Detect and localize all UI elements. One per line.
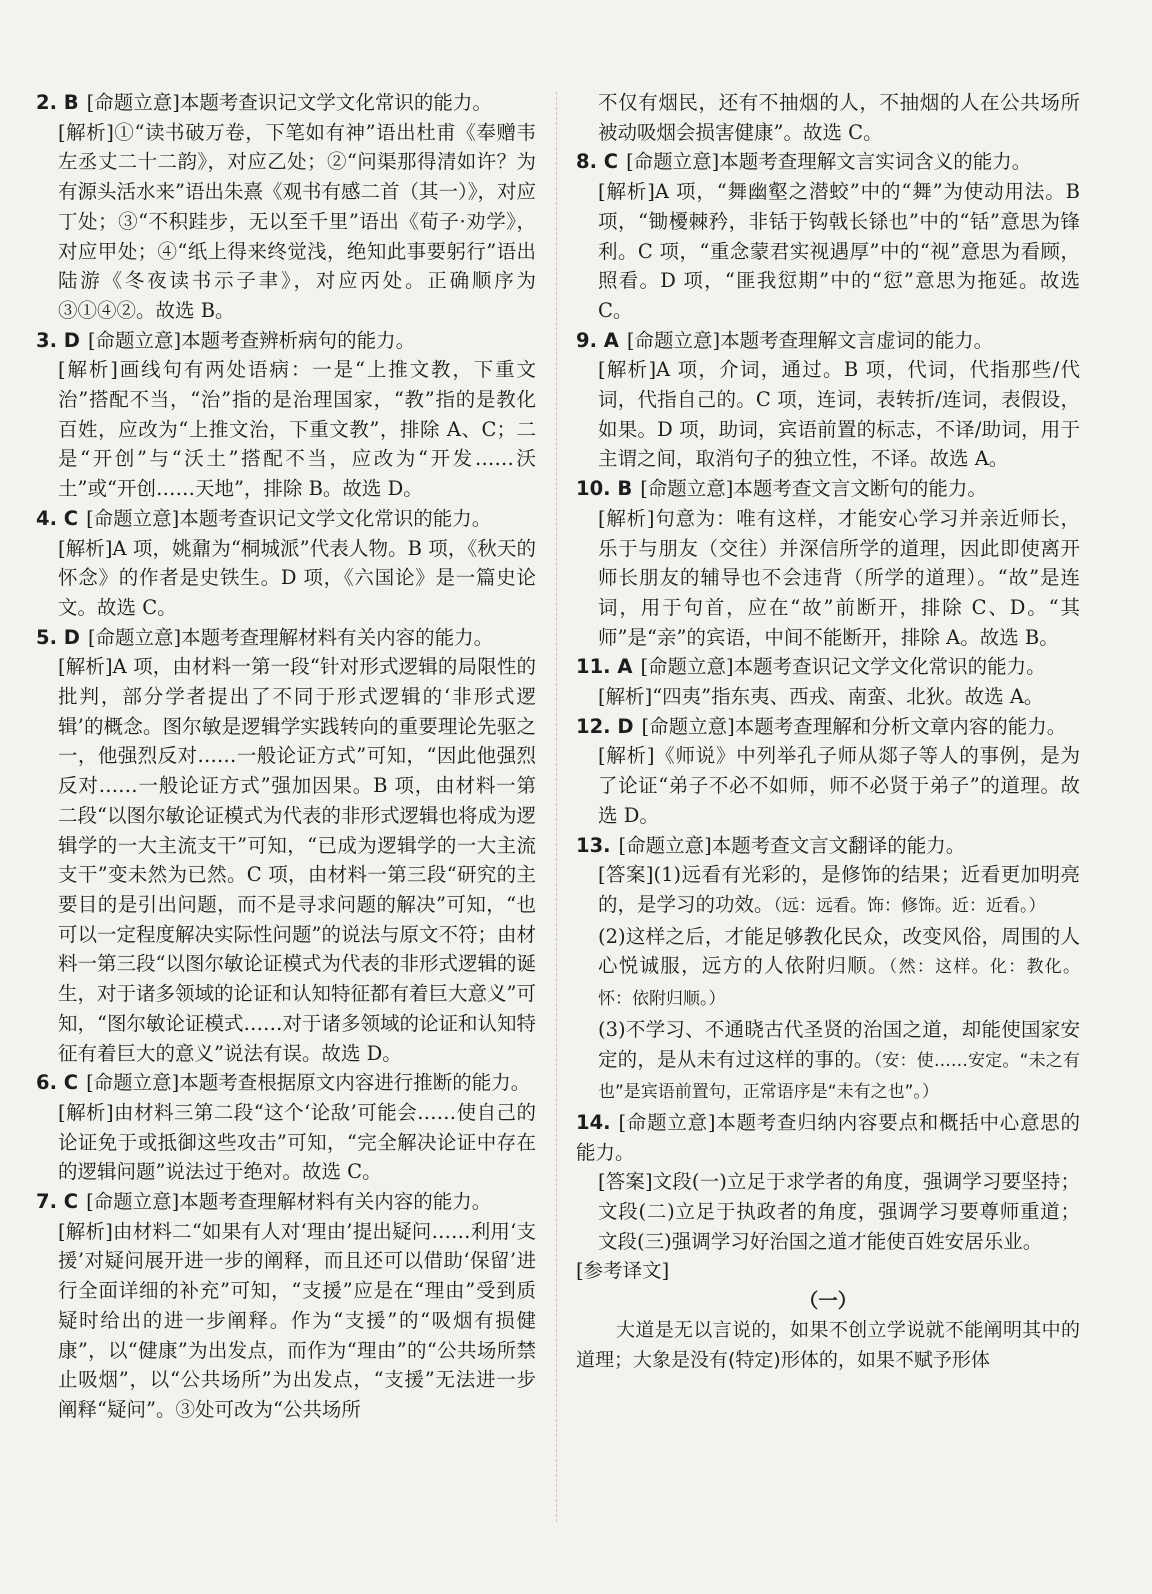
question-intent-text: [命题立意]本题考查理解和分析文章内容的能力。	[641, 714, 1067, 738]
question-number: 11. A	[576, 655, 633, 679]
left-column	[36, 88, 536, 1425]
answer-paragraph	[36, 652, 536, 1068]
question-header	[576, 712, 1080, 742]
question-intent-text: [命题立意]本题考查文言文翻译的能力。	[618, 833, 966, 857]
paragraph-text: [解析]由材料三第二段“这个‘论敌’可能会……使自己的论证免于或抵御这些攻击”可知，“完全解决论证中存在的逻辑问题”说法过于绝对。故选 C。	[58, 1100, 536, 1184]
answer-paragraph	[576, 1015, 1080, 1108]
question-header	[36, 1068, 536, 1098]
answer-paragraph	[576, 177, 1080, 326]
question-number: 2. B	[36, 91, 79, 114]
paragraph-text: [参考译文]	[576, 1259, 670, 1283]
translation-text	[576, 1316, 1080, 1375]
paragraph-text: [解析]A 项，“舞幽壑之潜蛟”中的“舞”为使动用法。B 项，“锄櫌棘矜，非铦于钩戟长铩也”中的“铦”意思为锋利。C 项，“重念蒙君实视遇厚”中的“视”意思为看顾，照看。D 项，“匪我愆期”中的“愆”意思为拖延。故选 C。	[598, 180, 1080, 322]
question-number: 6. C	[36, 1071, 79, 1095]
answer-paragraph	[36, 1217, 536, 1425]
question-header	[36, 1187, 536, 1217]
answer-paragraph	[576, 860, 1080, 921]
paragraph-text: [解析]A 项，由材料一第一段“针对形式逻辑的局限性的批判，部分学者提出了不同于形式逻辑的‘非形式逻辑’的概念。图尔敏是逻辑学实践转向的重要理论先驱之一，他强烈反对……一般论证方式”可知，“因此他强烈反对……一般论证方式”强加因果。B 项，由材料一第二段“以图尔敏论证模式为代表的非形式逻辑也将成为逻辑学的一大主流支干”可知，“已成为逻辑学的一大主流支干”变未然为已然。C 项，由材料一第三段“研究的主要目的是引出问题，而不是寻求问题的解决”可知，“也可以一定程度解决实际性问题”的说法与原文不符；由材料一第三段“以图尔敏论证模式为代表的非形式逻辑的诞生，对于诸多领域的论证和认知特征都有着巨大意义”可知，“图尔敏论证模式……对于诸多领域的论证和认知特征有着巨大的意义”说法有误。故选 D。	[58, 655, 536, 1065]
paragraph-text: [答案]文段(一)立足于求学者的角度，强调学习要坚持；文段(二)立足于执政者的角度，强调学习要尊师重道；文段(三)强调学习好治国之道才能使百姓安居乐业。	[598, 1170, 1080, 1253]
paragraph-text: [解析]“四夷”指东夷、西戎、南蛮、北狄。故选 A。	[598, 685, 1044, 709]
question-header	[36, 623, 536, 653]
question-intent-text: [命题立意]本题考查理解文言虚词的能力。	[626, 328, 994, 352]
paragraph-text: [解析]《师说》中列举孔子师从郯子等人的事例，是为了论证“弟子不必不如师，师不必贤于弟子”的道理。故选 D。	[598, 744, 1080, 827]
column-divider	[556, 92, 557, 1522]
answer-paragraph	[36, 1098, 536, 1187]
paragraph-text: 大道是无以言说的，如果不创立学说就不能阐明其中的道理；大象是没有(特定)形体的，如果不赋予形体	[576, 1318, 1080, 1371]
question-intent-text: [命题立意]本题考查辨析病句的能力。	[87, 328, 416, 352]
question-number: 7. C	[36, 1190, 79, 1214]
paragraph-text: [解析]句意为：唯有这样，才能安心学习并亲近师长，乐于与朋友（交往）并深信所学的道理，因此即使离开师长朋友的辅导也不会违背（所学的道理）。“故”是连词，用于句首，应在“故”前断开，排除 C、D。“其师”是“亲”的宾语，中间不能断开，排除 A。故选 B。	[598, 506, 1080, 649]
question-number: 13.	[576, 833, 611, 857]
question-number: 14.	[576, 1110, 611, 1134]
question-intent-text: [命题立意]本题考查文言文断句的能力。	[640, 477, 987, 501]
question-intent-text: [命题立意]本题考查理解材料有关内容的能力。	[87, 625, 494, 649]
question-header	[36, 88, 536, 118]
paragraph-text: （一）	[798, 1289, 858, 1313]
paragraph-text: [解析]A 项，姚鼐为“桐城派”代表人物。B 项，《秋天的怀念》的作者是史铁生。D 项，《六国论》是一篇史论文。故选 C。	[58, 536, 536, 619]
question-header	[576, 147, 1080, 177]
paragraph-text: [解析]由材料二“如果有人对‘理由’提出疑问……利用‘支援’对疑问展开进一步的阐释，而且还可以借助‘保留’进行全面详细的补充”可知，“支援”应是在“理由”受到质疑时给出的进一步阐释。作为“支援”的“吸烟有损健康”，以“健康”为出发点，而作为“理由”的“公共场所禁止吸烟”，以“公共场所”为出发点，“支援”无法进一步阐释“疑问”。③处可改为“公共场所	[58, 1219, 536, 1421]
question-header	[576, 652, 1080, 682]
answer-paragraph	[576, 1256, 1080, 1286]
question-number: 5. D	[36, 625, 80, 649]
answer-paragraph	[576, 922, 1080, 1015]
question-intent-text: [命题立意]本题考查根据原文内容进行推断的能力。	[86, 1071, 531, 1095]
paragraph-text: (2)这样之后，才能足够教化民众，改变风俗，周围的人心悦诚服，远方的人依附归顺。	[598, 924, 1080, 978]
answer-paragraph	[576, 1167, 1080, 1256]
answer-paragraph	[576, 741, 1080, 830]
answer-paragraph	[576, 682, 1080, 712]
answer-paragraph	[576, 355, 1080, 474]
paragraph-text: [解析]画线句有两处语病：一是“上推文教，下重文治”搭配不当，“治”指的是治理国家，“教”指的是教化百姓，应改为“上推文治，下重文教”，排除 A、C；二是“开创”与“沃土”搭配不当，应改为“开发……沃土”或“开创……天地”，排除 B。故选 D。	[58, 358, 536, 501]
question-header	[576, 474, 1080, 504]
question-number: 12. D	[576, 714, 634, 738]
question-intent-text: [命题立意]本题考查理解材料有关内容的能力。	[86, 1190, 492, 1214]
annotation-note: （远：远看。饰：修饰。近：近看。）	[773, 895, 1046, 916]
annotation-note: （然：这样。化：教化。怀：依附归顺。）	[598, 957, 1080, 1010]
question-number: 9. A	[576, 328, 619, 352]
answer-paragraph	[36, 118, 536, 326]
answer-paragraph	[36, 534, 536, 623]
answer-paragraph	[576, 88, 1080, 147]
paragraph-text: [解析]A 项，介词，通过。B 项，代词，代指那些/代词，代指自己的。C 项，连词，表转折/连词，表假设，如果。D 项，助词，宾语前置的标志，不译/助词，用于主谓之间，取消句子的独立性，不译。故选 A。	[598, 358, 1080, 471]
question-header	[576, 1108, 1080, 1167]
question-intent-text: [命题立意]本题考查识记文学文化常识的能力。	[640, 655, 1046, 679]
section-heading	[576, 1286, 1080, 1316]
answer-paragraph	[576, 504, 1080, 653]
question-intent-text: [命题立意]本题考查识记文学文化常识的能力。	[86, 506, 492, 530]
question-header	[36, 326, 536, 356]
question-number: 3. D	[36, 328, 80, 352]
question-number: 4. C	[36, 506, 79, 530]
paragraph-text: [解析]①“读书破万卷，下笔如有神”语出杜甫《奉赠韦左丞丈二十二韵》，对应乙处；②“问渠那得清如许？为有源头活水来”语出朱熹《观书有感二首（其一）》，对应丁处；③“不积跬步，无以至千里”语出《荀子·劝学》，对应甲处；④“纸上得来终觉浅，绝知此事要躬行”语出陆游《冬夜读书示子聿》，对应丙处。正确顺序为③①④②。故选 B。	[58, 120, 536, 322]
question-header	[576, 326, 1080, 356]
question-intent-text: [命题立意]本题考查归纳内容要点和概括中心意思的能力。	[576, 1110, 1080, 1164]
answer-paragraph	[36, 355, 536, 504]
annotation-note: （安：使……安定。“未之有也”是宾语前置句，正常语序是“未有之也”。）	[598, 1050, 1080, 1103]
paragraph-text: [答案](1)远看有光彩的，是修饰的结果；近看更加明亮的，是学习的功效。	[598, 863, 1080, 916]
paragraph-text: 不仅有烟民，还有不抽烟的人，不抽烟的人在公共场所被动吸烟会损害健康”。故选 C。	[598, 91, 1080, 144]
question-header	[36, 504, 536, 534]
right-column	[576, 88, 1080, 1375]
question-intent-text: [命题立意]本题考查理解文言实词含义的能力。	[626, 150, 1032, 174]
question-number: 10. B	[576, 477, 633, 501]
question-number: 8. C	[576, 150, 619, 174]
paragraph-text: (3)不学习、不通晓古代圣贤的治国之道，却能使国家安定的，是从未有过这样的事的。	[598, 1017, 1080, 1071]
question-intent-text: [命题立意]本题考查识记文学文化常识的能力。	[86, 91, 492, 114]
question-header	[576, 831, 1080, 861]
